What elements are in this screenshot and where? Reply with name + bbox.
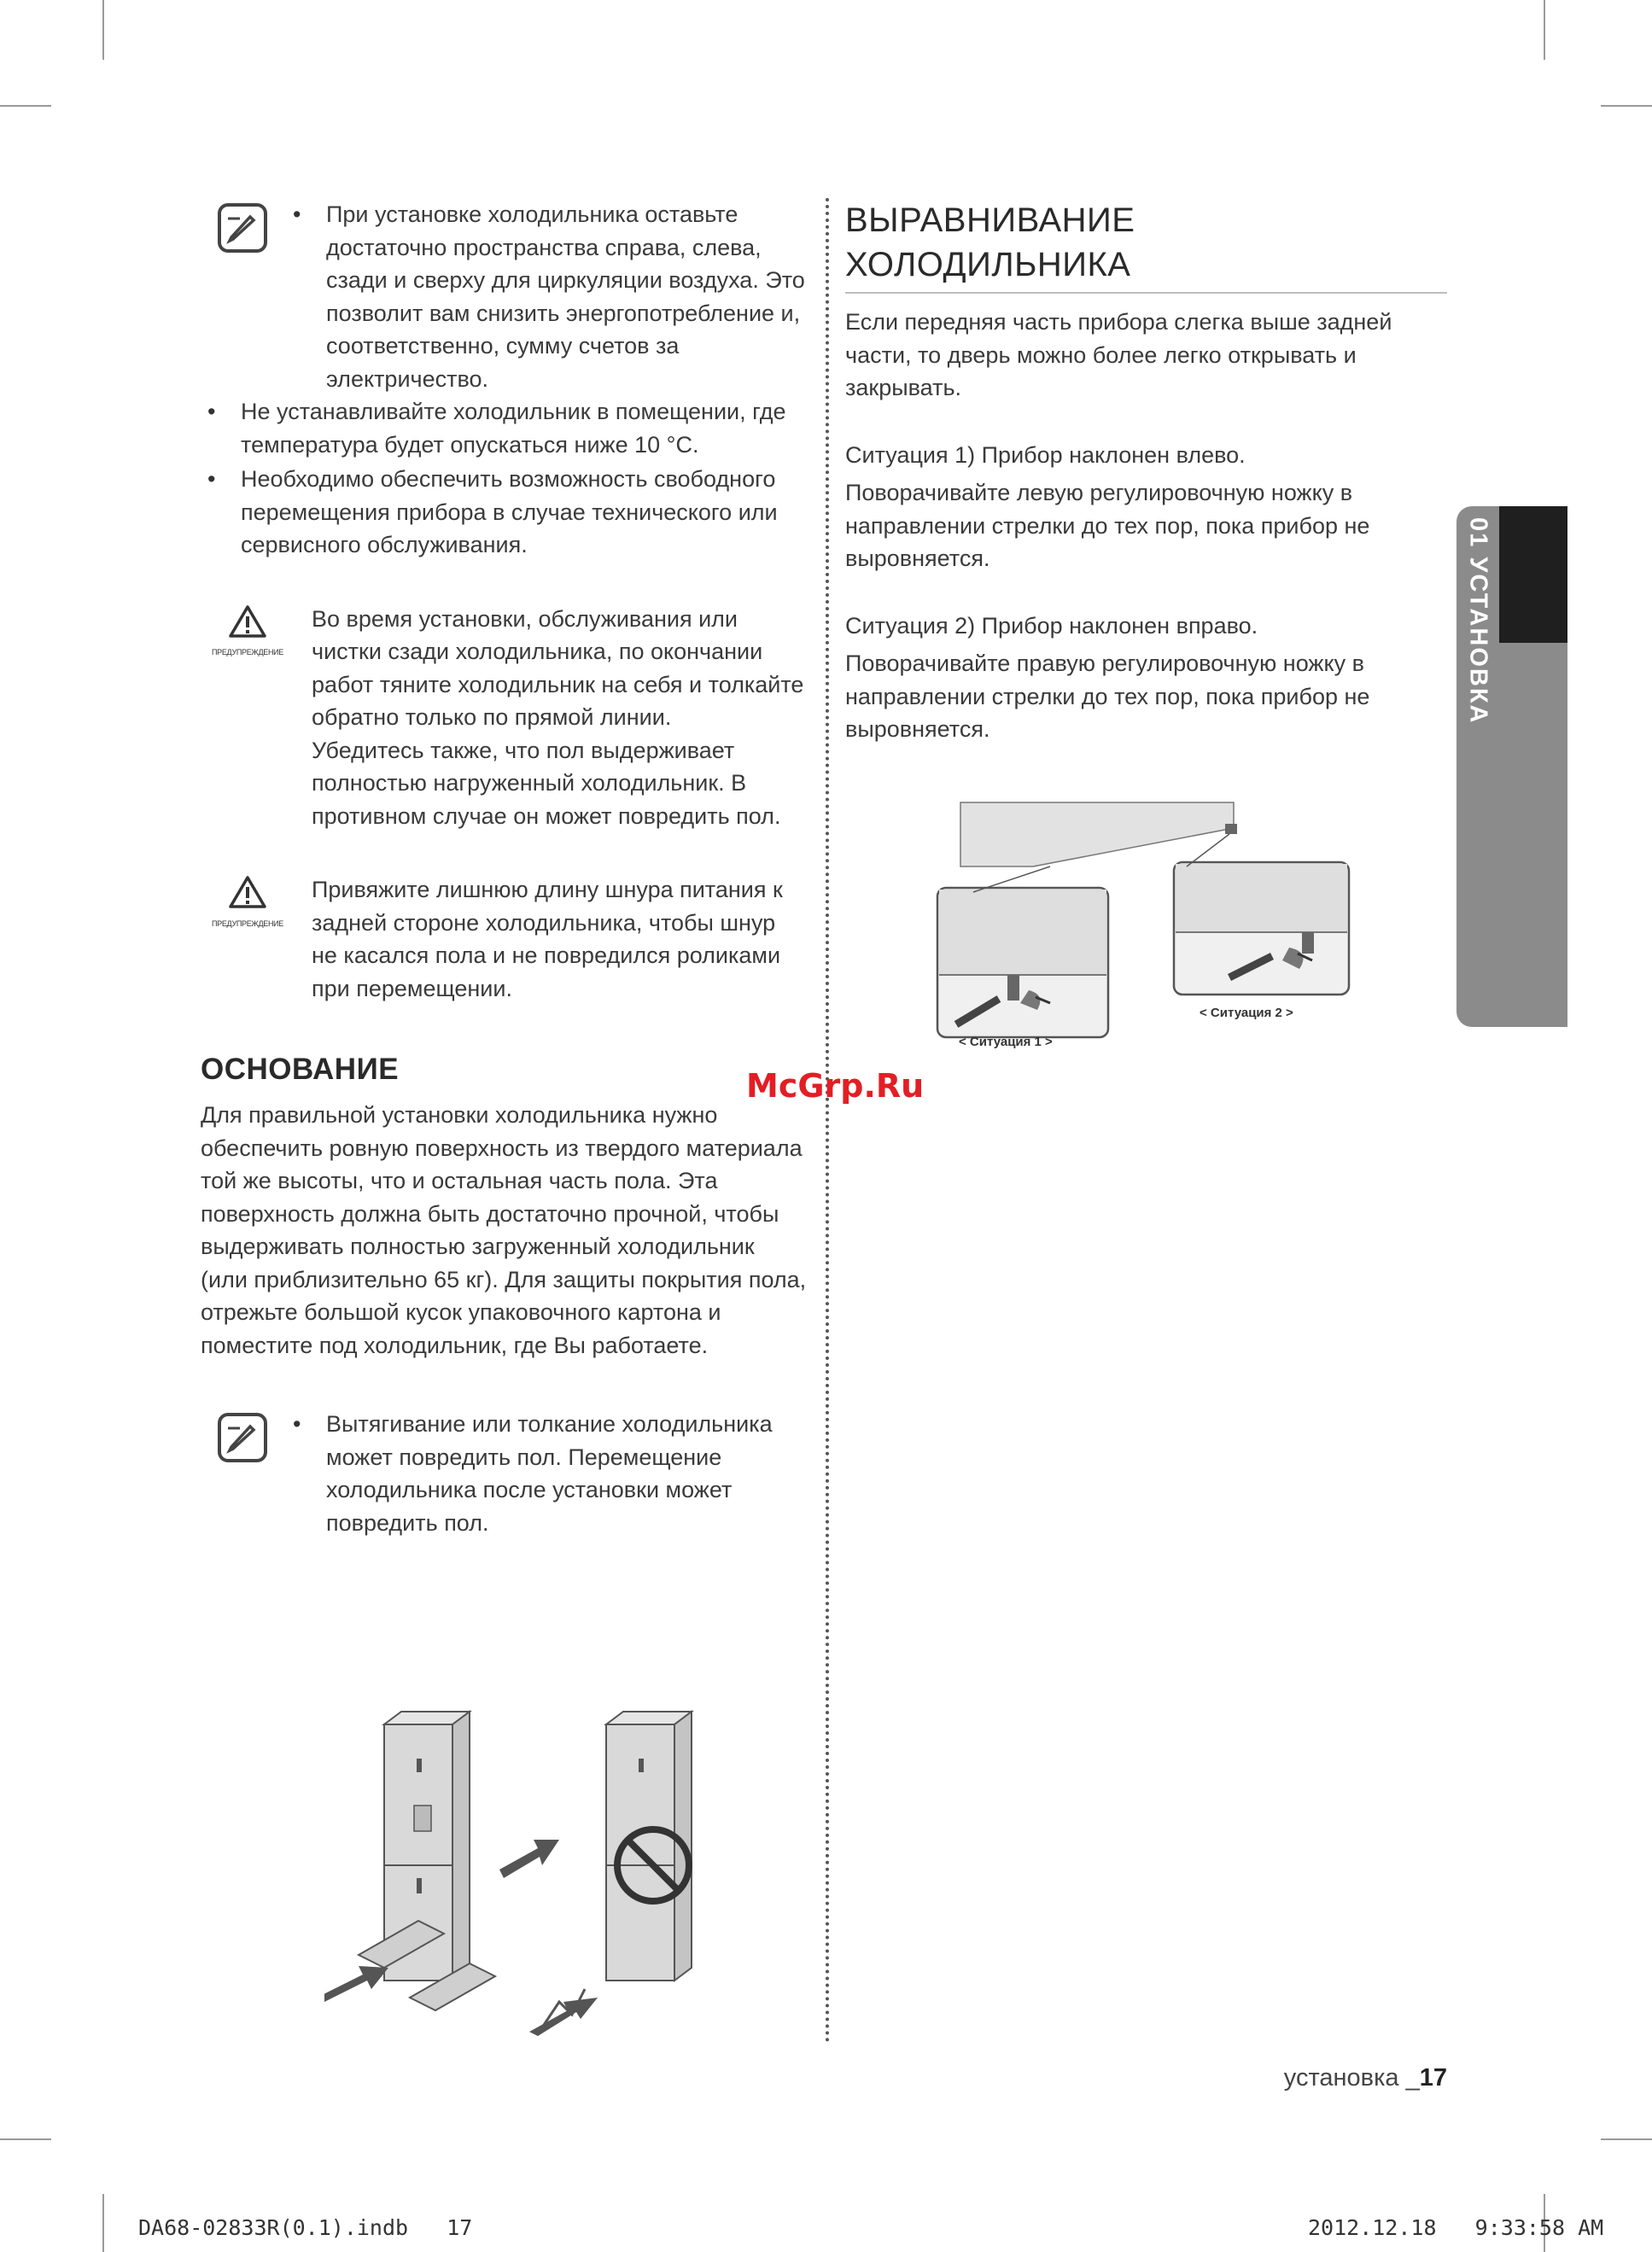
warning-label: ПРЕДУПРЕЖДЕНИЕ bbox=[211, 919, 284, 928]
page-footer bbox=[1284, 2064, 1447, 2092]
warning-icon-group bbox=[201, 875, 295, 929]
list-item bbox=[201, 463, 807, 562]
note-pencil-icon bbox=[218, 203, 267, 253]
print-info-file: DA68-02833R(0.1).indb 17 bbox=[138, 2215, 473, 2240]
footer-section: установка _ bbox=[1283, 2064, 1420, 2092]
leveling-intro: Если передняя часть прибора слегка выше задней части, то дверь можно более легко открывать и закрывать. bbox=[845, 309, 1392, 400]
warning-text: Привяжите лишнюю длину шнура питания к задней стороне холодильника, чтобы шнур не касался пола и не повредился роликами при перемещении. bbox=[312, 877, 783, 1001]
bullet-icon: • bbox=[293, 1411, 301, 1437]
crop-mark bbox=[0, 2138, 51, 2140]
note-text: Вытягивание или толкание холодильника может повредить пол. Перемещение холодильника после установки может повредить пол. bbox=[326, 1411, 773, 1536]
leveling-illustration bbox=[931, 798, 1366, 1050]
column-divider bbox=[826, 198, 829, 2044]
warning-text: Во время установки, обслуживания или чистки сзади холодильника, по окончании работ тяните холодильник на себя и толкайте обратно только по прямой линии. bbox=[312, 605, 804, 730]
crop-mark bbox=[102, 2194, 104, 2252]
warning-icon-group bbox=[201, 604, 295, 658]
warning-label: ПРЕДУПРЕЖДЕНИЕ bbox=[211, 648, 284, 656]
note-text: При установке холодильника оставьте достаточно пространства справа, слева, сзади и сверху для циркуляции воздуха. Это позволит вам снизить энергопотребление и, соответственно, сумму счетов за электричество. bbox=[326, 201, 805, 392]
warning-triangle-icon bbox=[228, 875, 267, 909]
title-line: ХОЛОДИЛЬНИКА bbox=[845, 246, 1131, 283]
list-item bbox=[286, 1408, 807, 1539]
bullet-icon: • bbox=[293, 201, 301, 227]
bullet-list bbox=[201, 395, 807, 562]
warning-text: Убедитесь также, что пол выдерживает полностью нагруженный холодильник. В противном случае он может повредить пол. bbox=[312, 737, 781, 829]
print-info-timestamp: 2012.12.18 9:33:58 AM bbox=[1308, 2215, 1604, 2240]
list-item bbox=[286, 198, 807, 395]
bullet-text: Необходимо обеспечить возможность свободного перемещения прибора в случае технического или сервисного обслуживания. bbox=[241, 466, 778, 557]
crop-mark bbox=[1601, 105, 1652, 107]
note-block-ventilation bbox=[201, 198, 807, 395]
left-column bbox=[201, 198, 807, 1539]
warning-triangle-icon bbox=[228, 604, 267, 639]
fridge-allowed-icon bbox=[324, 1712, 559, 2010]
list-item bbox=[201, 395, 807, 461]
situation1-text: Поворачивайте левую регулировочную ножку в направлении стрелки до тех пор, пока прибор не выровняется. bbox=[845, 480, 1370, 571]
fridge-prohibited-icon bbox=[529, 1712, 692, 2036]
crop-mark bbox=[102, 0, 104, 60]
chapter-tab-label: 01 УСТАНОВКА bbox=[1464, 517, 1492, 725]
section-title-leveling bbox=[845, 198, 1447, 287]
title-rule bbox=[845, 292, 1447, 294]
section-title-base: ОСНОВАНИЕ bbox=[201, 1053, 400, 1086]
situation2-text: Поворачивайте правую регулировочную ножку в направлении стрелки до тех пор, пока прибор не выровняется. bbox=[845, 651, 1370, 742]
right-column bbox=[845, 198, 1447, 746]
warning-block-cord bbox=[201, 873, 807, 1005]
watermark: McGrp.Ru bbox=[746, 1067, 925, 1105]
warning-block-moving bbox=[201, 603, 807, 833]
crop-mark bbox=[1544, 0, 1545, 60]
figure-caption: < Ситуация 2 > bbox=[1200, 1006, 1293, 1020]
chapter-tab-marker bbox=[1499, 506, 1567, 643]
page-number: 17 bbox=[1419, 2064, 1447, 2092]
situation1-title: Ситуация 1) Прибор наклонен влево. bbox=[845, 441, 1246, 468]
crop-mark bbox=[0, 105, 51, 107]
situation2-title: Ситуация 2) Прибор наклонен вправо. bbox=[845, 612, 1258, 639]
note-block-floor bbox=[201, 1408, 807, 1539]
bullet-text: Не устанавливайте холодильник в помещении, где температура будет опускаться ниже 10 °C. bbox=[241, 399, 786, 458]
title-line: ВЫРАВНИВАНИЕ bbox=[845, 201, 1135, 239]
situation1-detail-icon bbox=[937, 888, 1108, 1037]
bullet-icon: • bbox=[207, 399, 216, 424]
bullet-icon: • bbox=[207, 466, 216, 492]
fridge-moving-illustration bbox=[324, 1707, 777, 2040]
crop-mark bbox=[1601, 2138, 1652, 2140]
note-pencil-icon bbox=[218, 1413, 267, 1462]
base-paragraph: Для правильной установки холодильника нужно обеспечить ровную поверхность из твердого материала той же высоты, что и остальная часть пола. Эта поверхность должна быть достаточно прочной, чтобы выдерживать полностью загруженный холодильник (или приблизительно 65 кг). Для защиты покрытия пола, отрежьте большой кусок упаковочного картона и поместите под холодильник, где Вы работаете. bbox=[201, 1102, 807, 1358]
situation2-detail-icon bbox=[1174, 862, 1349, 995]
figure-caption: < Ситуация 1 > bbox=[959, 1035, 1053, 1049]
